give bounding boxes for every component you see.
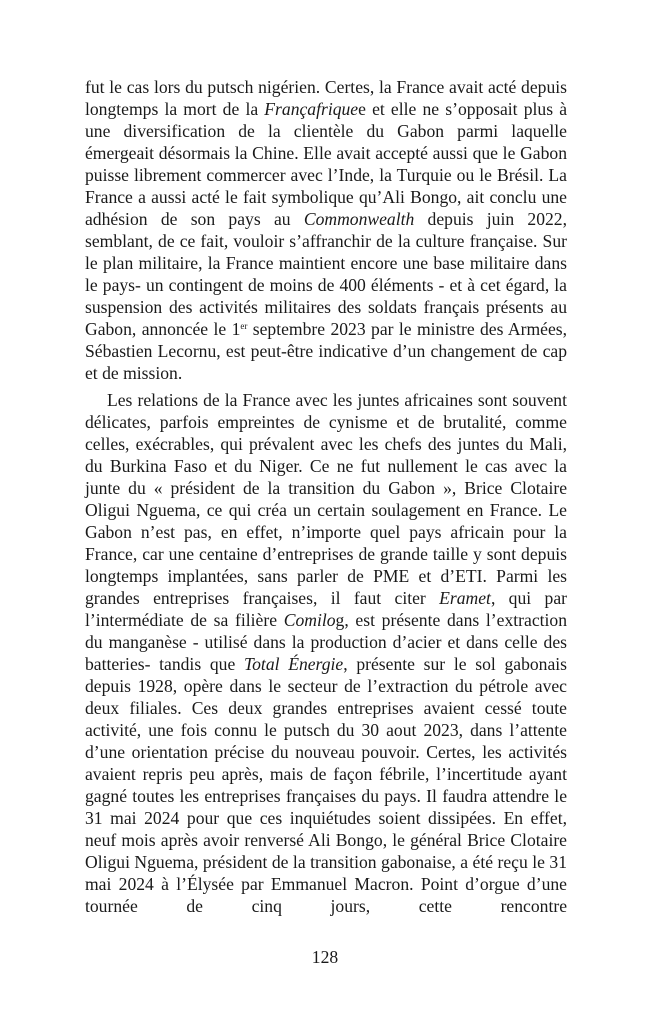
italic-term: Françafrique [264, 99, 359, 119]
paragraph-1: fut le cas lors du putsch nigérien. Certes, la France avait acté depuis longtemps la mort de la Françafriquee et elle ne s’opposait plus à une diversification de la clientèle du Gabon parmi laquelle émergeait désormais la Chine. Elle avait accepté aussi que le Gabon puisse librement commercer avec l’Inde, la Turquie ou le Brésil. La France a aussi acté le fait symbolique qu’Ali Bongo, ait conclu une adhésion de son pays au Commonwealth depuis juin 2022, semblant, de ce fait, vouloir s’affranchir de la culture française. Sur le plan militaire, la France maintient encore une base militaire dans le pays- un contingent de moins de 400 éléments - et à cet égard, la suspension des activités militaires des soldats français présents au Gabon, annoncée le 1er septembre 2023 par le ministre des Armées, Sébastien Lecornu, est peut-être indicative d’un changement de cap et de mission. [85, 77, 568, 383]
italic-term: Total Énergie [243, 654, 344, 674]
paragraph-2: Les relations de la France avec les juntes africaines sont souvent délicates, parfois empreintes de cynisme et de brutalité, comme celles, exécrables, qui prévalent avec les chefs des juntes du Mali, du Burkina Faso et du Niger. Ce ne fut nullement le cas avec la junte du « président de la transition du Gabon », Brice Clotaire Oligui Nguema, ce qui créa un certain soulagement en France. Le Gabon n’est pas, en effet, n’importe quel pays africain pour la France, car une centaine d’entreprises de grande taille y sont depuis longtemps implantées, sans parler de PME et d’ETI. Parmi les grandes entreprises françaises, il faut citer Eramet, qui par l’intermédiate de sa filière Comilog, est présente dans l’extraction du manganèse - utilisé dans la production d’acier et dans celle des batteries- tandis que Total Énergie, présente sur le sol gabonais depuis 1928, opère dans le secteur de l’extraction du pétrole avec deux filiales. Ces deux grandes entreprises avaient cessé toute activité, une fois connu le putsch du 30 aout 2023, dans l’attente d’une orientation précise du nouveau pouvoir. Certes, les activités avaient repris peu après, mais de façon fébrile, l’incertitude ayant gagné toutes les entreprises françaises du pays. Il faudra attendre le 31 mai 2024 pour que ces inquiétudes soient dissipées. En effet, neuf mois après avoir renversé Ali Bongo, le général Brice Clotaire Oligui Nguema, président de la transition gabonaise, a été reçu le 31 mai 2024 à l’Élysée par Emmanuel Macron. Point d’orgue d’une tournée de cinq jours, cette rencontre [85, 390, 568, 916]
page-number: 128 [311, 947, 339, 967]
italic-term: Eramet [439, 588, 491, 608]
italic-term: Comilo [283, 610, 336, 630]
italic-term: Commonwealth [303, 209, 415, 229]
body-text [85, 76, 567, 917]
ordinal-superscript: er [240, 321, 248, 331]
